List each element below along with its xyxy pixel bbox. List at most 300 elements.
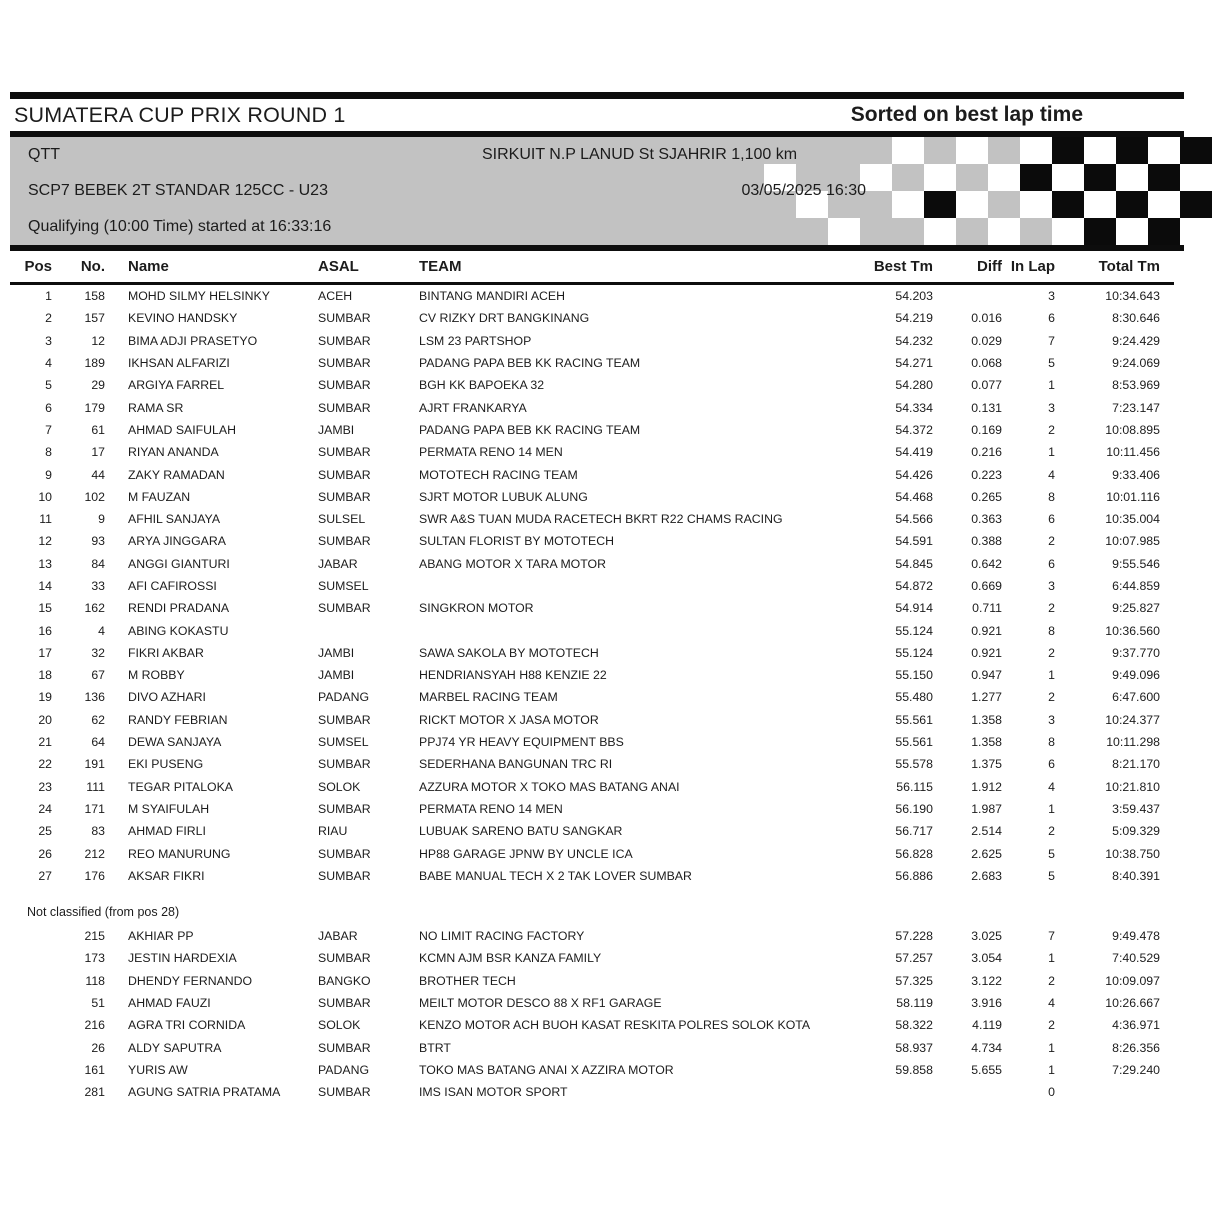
flag-cell xyxy=(1180,191,1212,218)
session-code: QTT xyxy=(28,146,60,163)
cell-total-tm: 10:08.895 xyxy=(1105,422,1160,437)
cell-diff xyxy=(935,284,1004,308)
table-row xyxy=(10,419,1174,441)
cell-asal: BANGKO xyxy=(318,973,371,988)
cell-no: 32 xyxy=(91,645,105,660)
cell-pos: 22 xyxy=(38,757,52,772)
cell-team: KCMN AJM BSR KANZA FAMILY xyxy=(419,951,602,966)
flag-cell xyxy=(924,137,956,164)
cell-asal: SUMBAR xyxy=(318,534,371,549)
cell-best-tm: 54.232 xyxy=(895,333,933,348)
cell-total-tm: 7:29.240 xyxy=(1112,1062,1160,1077)
cell-in-lap: 6 xyxy=(1048,757,1055,772)
cell-in-lap: 3 xyxy=(1048,289,1055,304)
cell-diff: 3.122 xyxy=(971,973,1002,988)
cell-no: 215 xyxy=(84,929,105,944)
cell-diff: 0.223 xyxy=(971,467,1002,482)
flag-cell xyxy=(988,137,1020,164)
cell-total-tm: 8:26.356 xyxy=(1112,1040,1160,1055)
cell-asal: SUMBAR xyxy=(318,333,371,348)
table-row xyxy=(10,1081,1174,1103)
cell-pos: 21 xyxy=(38,735,52,750)
cell-in-lap: 3 xyxy=(1048,579,1055,593)
cell-in-lap: 8 xyxy=(1048,623,1055,638)
not-classified-table xyxy=(10,925,1174,1103)
cell-asal: PADANG xyxy=(318,1062,370,1077)
cell-best-tm: 55.561 xyxy=(895,735,933,750)
cell-asal: JAMBI xyxy=(318,668,355,683)
cell-pos: 1 xyxy=(45,289,52,304)
cell-in-lap: 2 xyxy=(1048,645,1055,660)
cell-total-tm: 9:37.770 xyxy=(1112,645,1160,660)
cell-name: AKSAR FIKRI xyxy=(128,868,205,883)
cell-best-tm: 55.480 xyxy=(895,690,933,705)
flag-cell xyxy=(956,191,988,218)
cell-team: TOKO MAS BATANG ANAI X AZZIRA MOTOR xyxy=(419,1062,674,1077)
flag-cell xyxy=(1084,164,1116,191)
circuit-name: SIRKUIT N.P LANUD St SJAHRIR 1,100 km xyxy=(482,146,798,163)
cell-in-lap: 6 xyxy=(1048,311,1055,326)
table-row xyxy=(10,508,1174,530)
flag-cell xyxy=(1020,164,1052,191)
cell-no: 157 xyxy=(84,311,105,326)
cell-team: IMS ISAN MOTOR SPORT xyxy=(419,1085,568,1100)
cell-no: 161 xyxy=(84,1062,105,1077)
cell-diff: 2.625 xyxy=(971,846,1002,861)
cell-pos xyxy=(10,1081,58,1103)
cell-diff: 3.054 xyxy=(971,951,1002,966)
cell-diff xyxy=(935,1081,1004,1103)
cell-name: AFHIL SANJAYA xyxy=(128,512,221,527)
table-row xyxy=(10,731,1174,753)
cell-pos: 7 xyxy=(45,422,52,437)
cell-diff: 0.921 xyxy=(971,623,1002,638)
cell-asal: SUMBAR xyxy=(318,996,371,1011)
cell-total-tm: 8:21.170 xyxy=(1112,757,1160,772)
cell-name: ZAKY RAMADAN xyxy=(128,467,225,482)
cell-best-tm: 57.228 xyxy=(895,929,933,944)
cell-pos xyxy=(10,992,58,1014)
cell-in-lap: 4 xyxy=(1048,467,1055,482)
flag-cell xyxy=(892,137,924,164)
cell-best-tm: 54.845 xyxy=(895,556,933,571)
cell-best-tm: 54.271 xyxy=(895,356,933,371)
cell-best-tm: 59.858 xyxy=(895,1062,933,1077)
cell-asal: SUMBAR xyxy=(318,311,371,326)
cell-total-tm: 10:36.560 xyxy=(1105,623,1160,638)
cell-pos: 19 xyxy=(38,690,52,705)
cell-no: 179 xyxy=(84,400,105,415)
flag-cell xyxy=(1116,218,1148,245)
cell-diff: 1.358 xyxy=(971,712,1002,727)
cell-in-lap: 2 xyxy=(1048,601,1055,616)
cell-name: AGRA TRI CORNIDA xyxy=(128,1018,246,1033)
cell-in-lap: 2 xyxy=(1048,824,1055,839)
cell-no: 173 xyxy=(84,951,105,966)
table-row xyxy=(10,486,1174,508)
cell-in-lap: 2 xyxy=(1048,690,1055,705)
cell-no: 93 xyxy=(91,534,105,549)
cell-pos: 2 xyxy=(45,311,52,326)
cell-total-tm xyxy=(1057,1081,1174,1103)
flag-cell xyxy=(1180,137,1212,164)
flag-cell xyxy=(828,137,860,164)
session-info-band xyxy=(10,137,1184,245)
cell-asal: PADANG xyxy=(318,690,370,705)
cell-in-lap: 8 xyxy=(1048,489,1055,504)
col-header-in-lap: In Lap xyxy=(1010,257,1055,275)
cell-total-tm: 9:24.069 xyxy=(1112,356,1160,371)
cell-best-tm: 57.257 xyxy=(895,951,933,966)
cell-total-tm: 9:24.429 xyxy=(1112,333,1160,348)
flag-cell xyxy=(1084,218,1116,245)
cell-no: 9 xyxy=(98,512,105,527)
cell-asal: SUMBAR xyxy=(318,400,371,415)
not-classified-body xyxy=(10,925,1174,1103)
cell-asal: SUMBAR xyxy=(318,378,371,393)
cell-name: ANGGI GIANTURI xyxy=(128,556,230,571)
cell-best-tm: 54.468 xyxy=(895,489,933,504)
cell-no: 4 xyxy=(98,623,105,638)
cell-diff: 0.947 xyxy=(971,668,1002,683)
event-title: SUMATERA CUP PRIX ROUND 1 xyxy=(14,102,346,127)
flag-cell xyxy=(1180,218,1212,245)
cell-pos xyxy=(10,1014,58,1036)
cell-best-tm: 54.914 xyxy=(895,601,933,616)
cell-total-tm: 7:23.147 xyxy=(1112,400,1160,415)
flag-cell xyxy=(1052,164,1084,191)
cell-team: SJRT MOTOR LUBUK ALUNG xyxy=(419,489,588,504)
table-row xyxy=(10,776,1174,798)
cell-no: 216 xyxy=(84,1018,105,1033)
col-header-name: Name xyxy=(128,258,169,275)
table-row xyxy=(10,970,1174,992)
cell-team: AZZURA MOTOR X TOKO MAS BATANG ANAI xyxy=(419,779,680,794)
session-datetime: 03/05/2025 16:30 xyxy=(741,182,866,199)
cell-asal: SUMBAR xyxy=(318,1040,371,1055)
cell-team xyxy=(415,619,870,641)
col-header-pos: Pos xyxy=(24,258,52,275)
table-row xyxy=(10,1014,1174,1036)
cell-asal: SOLOK xyxy=(318,779,361,794)
flag-cell xyxy=(892,218,924,245)
cell-diff: 5.655 xyxy=(971,1062,1002,1077)
cell-pos: 12 xyxy=(38,534,52,549)
cell-in-lap: 3 xyxy=(1048,712,1055,727)
cell-pos: 10 xyxy=(38,489,52,504)
class-name: SCP7 BEBEK 2T STANDAR 125CC - U23 xyxy=(28,182,328,199)
cell-total-tm: 10:24.377 xyxy=(1105,712,1160,727)
flag-row xyxy=(764,218,1184,245)
cell-total-tm: 6:47.600 xyxy=(1112,690,1160,705)
cell-in-lap: 1 xyxy=(1048,1040,1055,1055)
col-header-best-tm: Best Tm xyxy=(873,257,933,275)
cell-pos: 9 xyxy=(45,467,52,482)
cell-asal: SUMSEL xyxy=(318,735,369,750)
cell-pos: 26 xyxy=(38,846,52,861)
cell-pos xyxy=(10,925,58,947)
cell-team: MOTOTECH RACING TEAM xyxy=(419,467,578,482)
cell-total-tm: 10:11.456 xyxy=(1106,445,1160,460)
cell-in-lap: 7 xyxy=(1048,929,1055,944)
cell-no: 212 xyxy=(84,846,105,861)
table-row xyxy=(10,925,1174,947)
cell-diff: 4.734 xyxy=(971,1040,1002,1055)
flag-cell xyxy=(956,218,988,245)
cell-name: YURIS AW xyxy=(128,1062,188,1077)
cell-team: BROTHER TECH xyxy=(419,973,516,988)
cell-team: SWR A&S TUAN MUDA RACETECH BKRT R22 CHAMS RACING xyxy=(419,512,783,527)
cell-team: RICKT MOTOR X JASA MOTOR xyxy=(419,712,599,727)
cell-in-lap: 2 xyxy=(1048,1018,1055,1033)
table-row xyxy=(10,753,1174,775)
cell-total-tm: 9:49.478 xyxy=(1112,929,1160,944)
cell-no: 64 xyxy=(91,735,105,750)
cell-no: 162 xyxy=(84,601,105,616)
cell-team: BTRT xyxy=(419,1040,451,1055)
cell-best-tm: 54.591 xyxy=(895,534,933,549)
cell-best-tm: 55.561 xyxy=(895,712,933,727)
flag-cell xyxy=(1052,137,1084,164)
col-header-no: No. xyxy=(80,258,105,275)
cell-team: PADANG PAPA BEB KK RACING TEAM xyxy=(419,356,641,371)
col-header-asal: ASAL xyxy=(318,258,359,275)
cell-asal: SUMSEL xyxy=(318,579,369,593)
flag-cell xyxy=(956,137,988,164)
cell-no: 83 xyxy=(91,824,105,839)
cell-best-tm: 54.419 xyxy=(895,445,933,460)
table-row xyxy=(10,396,1174,418)
cell-no: 136 xyxy=(84,690,105,705)
cell-best-tm: 56.828 xyxy=(895,846,933,861)
cell-team: LUBUAK SARENO BATU SANGKAR xyxy=(419,824,623,839)
cell-total-tm: 9:55.546 xyxy=(1112,556,1160,571)
cell-diff: 0.711 xyxy=(972,601,1002,616)
cell-pos: 11 xyxy=(39,512,52,527)
cell-team: PPJ74 YR HEAVY EQUIPMENT BBS xyxy=(419,735,624,750)
cell-pos: 5 xyxy=(45,378,52,393)
cell-pos: 25 xyxy=(38,824,52,839)
table-row xyxy=(10,992,1174,1014)
table-row xyxy=(10,284,1174,308)
cell-diff: 0.029 xyxy=(971,333,1002,348)
cell-in-lap: 6 xyxy=(1048,556,1055,571)
flag-cell xyxy=(796,137,828,164)
not-classified-label: Not classified (from pos 28) xyxy=(27,905,180,920)
cell-in-lap: 0 xyxy=(1048,1085,1055,1100)
flag-cell xyxy=(1084,191,1116,218)
table-row xyxy=(10,597,1174,619)
cell-name: M ROBBY xyxy=(128,668,185,683)
table-row xyxy=(10,820,1174,842)
flag-cell xyxy=(860,218,892,245)
top-rule xyxy=(10,92,1184,99)
results-body xyxy=(10,284,1174,888)
cell-total-tm: 9:33.406 xyxy=(1112,467,1160,482)
cell-pos xyxy=(10,970,58,992)
cell-name: REO MANURUNG xyxy=(128,846,231,861)
cell-pos: 15 xyxy=(38,601,52,616)
flag-cell xyxy=(924,191,956,218)
cell-team: BABE MANUAL TECH X 2 TAK LOVER SUMBAR xyxy=(419,868,692,883)
cell-diff: 0.131 xyxy=(971,400,1002,415)
cell-asal: JABAR xyxy=(318,556,358,571)
cell-total-tm: 10:35.004 xyxy=(1105,512,1160,527)
cell-total-tm: 10:11.298 xyxy=(1106,735,1160,750)
flag-cell xyxy=(956,164,988,191)
cell-name: TEGAR PITALOKA xyxy=(128,779,234,794)
cell-team: ABANG MOTOR X TARA MOTOR xyxy=(419,556,606,571)
table-row xyxy=(10,1059,1174,1081)
cell-diff: 2.683 xyxy=(971,868,1002,883)
cell-asal: JAMBI xyxy=(318,422,355,437)
cell-team: MEILT MOTOR DESCO 88 X RF1 GARAGE xyxy=(419,996,662,1011)
cell-best-tm: 55.124 xyxy=(895,645,933,660)
cell-pos: 14 xyxy=(38,579,52,593)
cell-no: 111 xyxy=(86,779,105,794)
cell-asal: SUMBAR xyxy=(318,801,371,816)
cell-asal: JAMBI xyxy=(318,645,355,660)
cell-total-tm: 9:25.827 xyxy=(1112,601,1160,616)
flag-row xyxy=(764,137,1184,164)
cell-name: ARYA JINGGARA xyxy=(128,534,226,549)
cell-diff: 1.912 xyxy=(971,779,1002,794)
cell-no: 62 xyxy=(91,712,105,727)
cell-team: BINTANG MANDIRI ACEH xyxy=(419,289,565,304)
flag-cell xyxy=(828,218,860,245)
cell-no: 118 xyxy=(85,973,105,988)
flag-cell xyxy=(1052,191,1084,218)
cell-total-tm: 6:44.859 xyxy=(1112,579,1160,593)
cell-name: AGUNG SATRIA PRATAMA xyxy=(128,1085,281,1100)
cell-best-tm: 56.190 xyxy=(895,801,933,816)
table-row xyxy=(10,798,1174,820)
cell-in-lap: 1 xyxy=(1048,668,1055,683)
cell-best-tm xyxy=(870,1081,935,1103)
cell-in-lap: 1 xyxy=(1048,951,1055,966)
cell-name: RANDY FEBRIAN xyxy=(128,712,228,727)
flag-cell xyxy=(1148,218,1180,245)
cell-best-tm: 54.566 xyxy=(895,512,933,527)
cell-total-tm: 10:38.750 xyxy=(1105,846,1160,861)
table-row xyxy=(10,352,1174,374)
cell-total-tm: 10:01.116 xyxy=(1106,489,1160,504)
cell-pos: 6 xyxy=(45,400,52,415)
cell-best-tm: 58.322 xyxy=(895,1018,933,1033)
col-header-team: TEAM xyxy=(419,258,462,275)
results-header xyxy=(10,251,1174,284)
flag-cell xyxy=(1148,137,1180,164)
cell-in-lap: 7 xyxy=(1048,333,1055,348)
cell-team: SEDERHANA BANGUNAN TRC RI xyxy=(419,757,613,772)
flag-cell xyxy=(988,218,1020,245)
cell-no: 67 xyxy=(91,668,105,683)
cell-asal: SOLOK xyxy=(318,1018,361,1033)
flag-cell xyxy=(1148,164,1180,191)
cell-diff: 0.169 xyxy=(971,422,1002,437)
col-header-diff: Diff xyxy=(977,258,1002,275)
table-row xyxy=(10,709,1174,731)
cell-best-tm: 54.334 xyxy=(895,400,933,415)
cell-no: 44 xyxy=(91,467,105,482)
cell-best-tm: 58.937 xyxy=(895,1040,933,1055)
table-row xyxy=(10,865,1174,887)
cell-team: BGH KK BAPOEKA 32 xyxy=(419,378,545,393)
cell-asal: SUMBAR xyxy=(318,1085,371,1100)
cell-best-tm: 54.280 xyxy=(895,378,933,393)
table-row xyxy=(10,619,1174,641)
session-start-info: Qualifying (10:00 Time) started at 16:33:16 xyxy=(28,218,332,235)
cell-pos: 20 xyxy=(38,712,52,727)
results-table xyxy=(10,251,1174,887)
cell-no: 171 xyxy=(84,801,105,816)
cell-pos: 18 xyxy=(38,668,52,683)
cell-team: PERMATA RENO 14 MEN xyxy=(419,445,563,460)
cell-diff: 0.921 xyxy=(971,645,1002,660)
cell-diff: 4.119 xyxy=(972,1018,1002,1033)
cell-pos: 16 xyxy=(38,623,52,638)
table-row xyxy=(10,686,1174,708)
cell-name: JESTIN HARDEXIA xyxy=(128,951,237,966)
flag-cell xyxy=(892,164,924,191)
cell-in-lap: 1 xyxy=(1048,378,1055,393)
cell-team: MARBEL RACING TEAM xyxy=(419,690,558,705)
flag-cell xyxy=(924,164,956,191)
cell-no: 51 xyxy=(91,996,105,1011)
cell-in-lap: 6 xyxy=(1048,512,1055,527)
cell-asal: SUMBAR xyxy=(318,489,371,504)
cell-name: M SYAIFULAH xyxy=(128,801,210,816)
cell-pos: 27 xyxy=(38,868,52,883)
cell-diff: 0.077 xyxy=(971,378,1002,393)
cell-best-tm: 56.717 xyxy=(895,824,933,839)
cell-name: ABING KOKASTU xyxy=(128,623,229,638)
cell-pos: 4 xyxy=(45,356,52,371)
cell-name: AFI CAFIROSSI xyxy=(128,579,217,593)
flag-cell xyxy=(1116,164,1148,191)
cell-name: KEVINO HANDSKY xyxy=(128,311,238,326)
cell-best-tm: 54.426 xyxy=(895,467,933,482)
cell-total-tm: 10:21.810 xyxy=(1105,779,1160,794)
cell-in-lap: 5 xyxy=(1048,868,1055,883)
cell-team: NO LIMIT RACING FACTORY xyxy=(419,929,585,944)
cell-no: 281 xyxy=(84,1085,105,1100)
cell-no: 84 xyxy=(91,556,105,571)
cell-name: ARGIYA FARREL xyxy=(128,378,225,393)
cell-pos: 17 xyxy=(38,645,52,660)
flag-cell xyxy=(1020,218,1052,245)
table-row xyxy=(10,575,1174,597)
cell-diff: 1.277 xyxy=(971,690,1002,705)
cell-asal: JABAR xyxy=(318,929,358,944)
cell-team: PERMATA RENO 14 MEN xyxy=(419,801,563,816)
cell-team: SULTAN FLORIST BY MOTOTECH xyxy=(419,534,614,549)
cell-best-tm: 58.119 xyxy=(896,996,933,1011)
cell-total-tm: 10:34.643 xyxy=(1105,289,1160,304)
cell-asal: SUMBAR xyxy=(318,757,371,772)
cell-no: 29 xyxy=(91,378,105,393)
cell-diff: 2.514 xyxy=(971,824,1002,839)
cell-name: AHMAD FAUZI xyxy=(128,996,211,1011)
cell-total-tm: 8:40.391 xyxy=(1112,868,1160,883)
cell-total-tm: 7:40.529 xyxy=(1112,951,1160,966)
cell-pos xyxy=(10,947,58,969)
cell-best-tm: 56.886 xyxy=(895,868,933,883)
cell-asal: SUMBAR xyxy=(318,868,371,883)
flag-cell xyxy=(892,191,924,218)
cell-total-tm: 8:53.969 xyxy=(1112,378,1160,393)
cell-best-tm: 55.150 xyxy=(895,668,933,683)
